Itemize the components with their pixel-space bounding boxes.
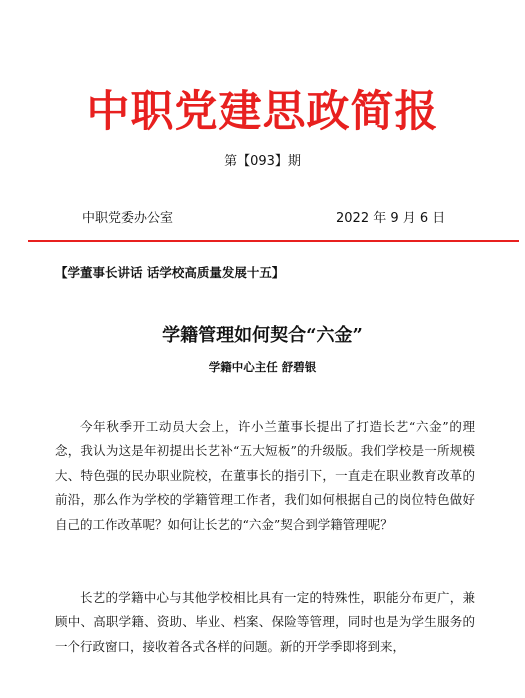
- red-divider: [28, 240, 519, 242]
- article-paragraph: 长艺的学籍中心与其他学校相比具有一定的特殊性，职能分布更广，兼顾中、高职学籍、资助、毕业、档案、保险等管理，同时也是为学生服务的一个行政窗口，接收着各式各样的问题。新的开学季即将到来，: [55, 590, 475, 654]
- issue-number: 第【093】期: [224, 154, 301, 169]
- issue-date: 2022 年 9 月 6 日: [336, 211, 446, 226]
- masthead-title: 中职党建思政简报: [86, 87, 439, 137]
- column-tag: 【学董事长讲话 话学校高质量发展十五】: [55, 265, 285, 280]
- article-title: 学籍管理如何契合“六金”: [162, 325, 363, 346]
- issuing-office: 中职党委办公室: [82, 211, 174, 226]
- article-paragraph: 今年秋季开工动员大会上，许小兰董事长提出了打造长艺“六金”的理念，我认为这是年初提出长艺补“五大短板”的升级版。我们学校是一所规模大、特色强的民办职业院校，在董事长的指引下，一直走在职业教育改革的前沿，那么作为学校的学籍管理工作者，我们如何根据自己的岗位特色做好自己的工作改革呢？如何让长艺的“六金”契合到学籍管理呢？: [55, 419, 475, 532]
- article-author: 学籍中心主任 舒碧银: [208, 360, 317, 374]
